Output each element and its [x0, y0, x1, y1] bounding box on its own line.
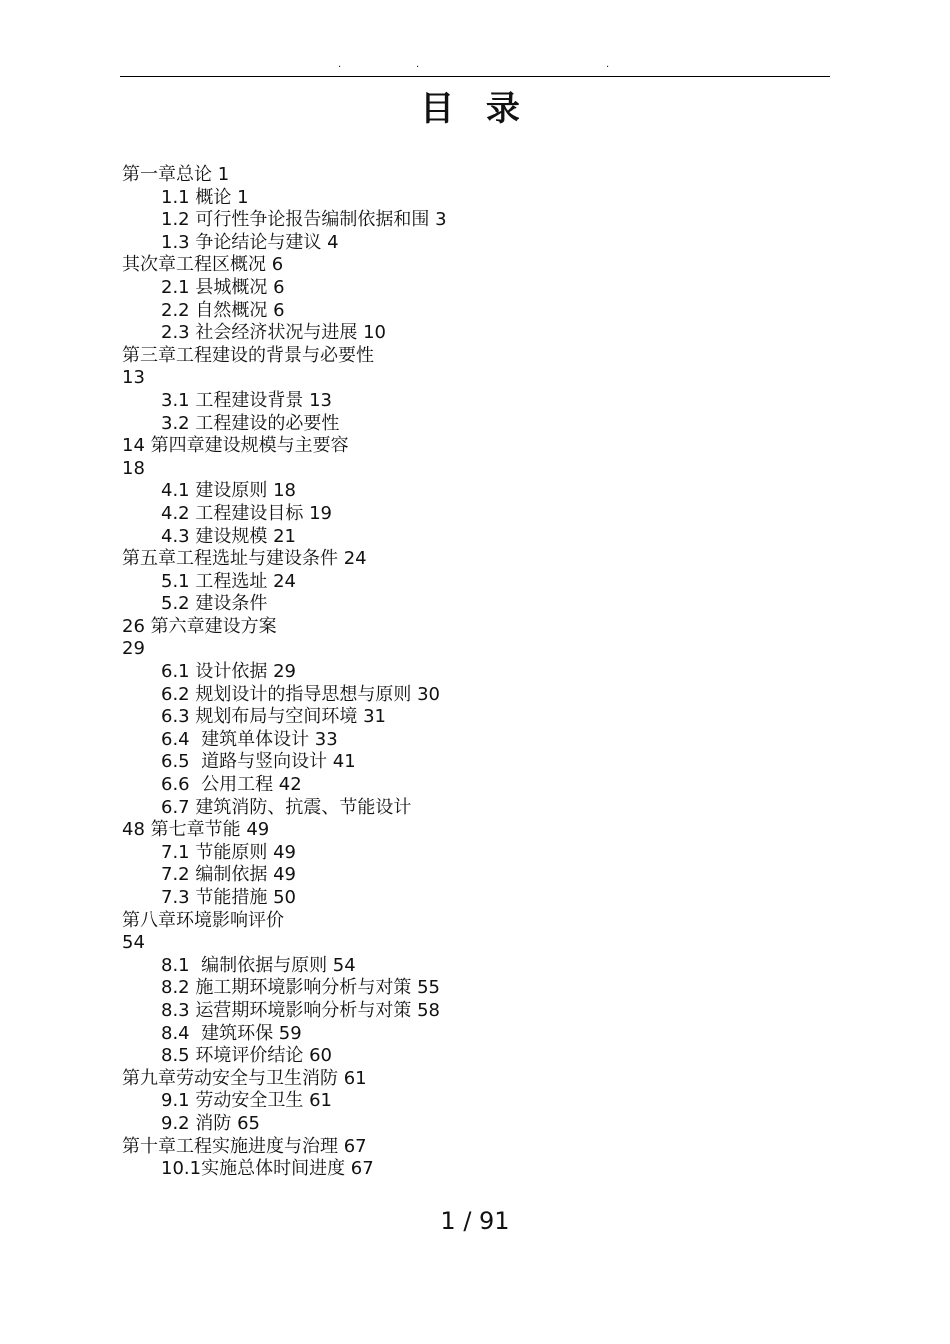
- toc-section-entry[interactable]: 8.3 运营期环境影响分析与对策 58: [161, 999, 440, 1021]
- toc-section-entry[interactable]: 4.3 建设规模 21: [161, 525, 296, 547]
- toc-chapter-entry[interactable]: 第三章工程建设的背景与必要性: [122, 344, 374, 366]
- header-dots: [120, 60, 830, 72]
- toc-chapter-entry[interactable]: 第一章总论 1: [122, 164, 230, 185]
- toc-section-entry[interactable]: 7.2 编制依据 49: [161, 864, 296, 886]
- header-dot: .: [606, 59, 610, 70]
- toc-chapter-entry[interactable]: 第五章工程选址与建设条件 24: [122, 548, 367, 570]
- toc-chapter-entry[interactable]: 14 第四章建设规模与主要容: [122, 435, 349, 457]
- toc-section-entry[interactable]: 8.1 编制依据与原则 54: [161, 954, 356, 976]
- toc-chapter-entry[interactable]: 第十章工程实施进度与治理 67: [122, 1135, 367, 1157]
- toc-section-entry[interactable]: 8.2 施工期环境影响分析与对策 55: [161, 977, 440, 999]
- page-number: 1 / 91: [440, 1207, 510, 1235]
- toc-section-entry[interactable]: 8.4 建筑环保 59: [161, 1022, 302, 1044]
- toc-chapter-entry[interactable]: 其次章工程区概况 6: [122, 254, 284, 276]
- toc-chapter-entry[interactable]: 18: [122, 457, 145, 479]
- toc-chapter-entry[interactable]: 第九章劳动安全与卫生消防 61: [122, 1067, 367, 1089]
- toc-chapter-entry[interactable]: 29: [122, 638, 145, 660]
- header-dot: .: [338, 59, 342, 70]
- toc-chapter-entry[interactable]: 48 第七章节能 49: [122, 819, 270, 841]
- toc-section-entry[interactable]: 10.1实施总体时间进度 67: [161, 1158, 374, 1180]
- toc-section-entry[interactable]: 7.3 节能措施 50: [161, 887, 296, 908]
- toc-section-entry[interactable]: 6.5 道路与竖向设计 41: [161, 751, 356, 773]
- toc-section-entry[interactable]: 3.1 工程建设背景 13: [161, 389, 332, 411]
- toc-section-entry[interactable]: 1.2 可行性争论报告编制依据和围 3: [161, 209, 447, 231]
- toc-section-entry[interactable]: 2.2 自然概况 6: [161, 299, 285, 321]
- header-rule: [120, 76, 830, 77]
- toc-section-entry[interactable]: 4.2 工程建设目标 19: [161, 502, 332, 524]
- toc-section-entry[interactable]: 9.1 劳动安全卫生 61: [161, 1090, 332, 1112]
- toc-section-entry[interactable]: 9.2 消防 65: [161, 1112, 260, 1134]
- toc-section-entry[interactable]: 2.3 社会经济状况与进展 10: [161, 322, 386, 344]
- toc-section-entry[interactable]: 5.2 建设条件: [161, 593, 268, 615]
- toc-section-entry[interactable]: 2.1 县城概况 6: [161, 276, 285, 298]
- toc-chapter-entry[interactable]: 54: [122, 932, 145, 954]
- toc-chapter-entry[interactable]: 13: [122, 367, 145, 389]
- toc-section-entry[interactable]: 5.1 工程选址 24: [161, 570, 296, 592]
- toc-section-entry[interactable]: 1.1 概论 1: [161, 186, 249, 208]
- toc-section-entry[interactable]: 6.6 公用工程 42: [161, 774, 302, 796]
- toc-section-entry[interactable]: 8.5 环境评价结论 60: [161, 1045, 332, 1067]
- toc-section-entry[interactable]: 6.3 规划布局与空间环境 31: [161, 706, 386, 728]
- toc-section-entry[interactable]: 6.1 设计依据 29: [161, 661, 296, 683]
- page-title: 目 录: [420, 89, 530, 129]
- toc-chapter-entry[interactable]: 26 第六章建设方案: [122, 615, 277, 637]
- toc-section-entry[interactable]: 6.2 规划设计的指导思想与原则 30: [161, 683, 440, 705]
- table-of-contents: [122, 164, 822, 1181]
- toc-section-entry[interactable]: 4.1 建设原则 18: [161, 480, 296, 502]
- toc-section-entry[interactable]: 6.4 建筑单体设计 33: [161, 728, 338, 750]
- toc-chapter-entry[interactable]: 第八章环境影响评价: [122, 909, 284, 931]
- toc-section-entry[interactable]: 6.7 建筑消防、抗震、节能设计: [161, 796, 412, 818]
- toc-section-entry[interactable]: 3.2 工程建设的必要性: [161, 412, 340, 434]
- toc-section-entry[interactable]: 1.3 争论结论与建议 4: [161, 231, 339, 253]
- toc-section-entry[interactable]: 7.1 节能原则 49: [161, 841, 296, 863]
- header-dot: .: [416, 59, 420, 70]
